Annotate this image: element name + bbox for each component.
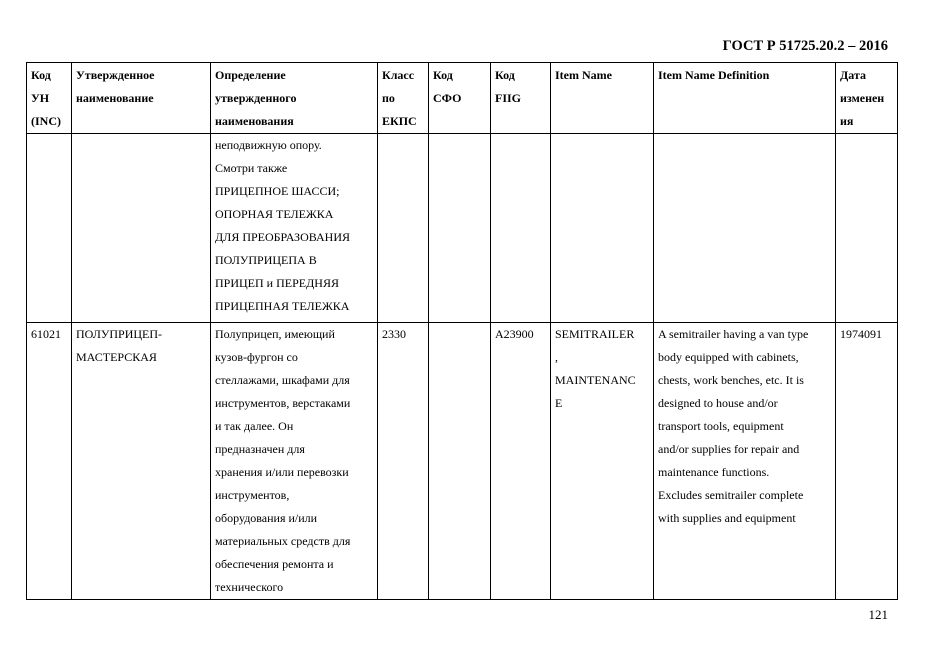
col-header-date: Дата изменен ия (836, 63, 898, 134)
page-number: 121 (868, 607, 888, 622)
cell-fiig: A23900 (491, 323, 551, 600)
col-header-item-definition: Item Name Definition (654, 63, 836, 134)
cell-date (836, 134, 898, 323)
cell-inc (27, 134, 72, 323)
cell-inc: 61021 (27, 323, 72, 600)
cell-approved-name: ПОЛУПРИЦЕП- МАСТЕРСКАЯ (72, 323, 211, 600)
col-header-fiig: Код FIIG (491, 63, 551, 134)
col-header-approved-name: Утвержденное наименование (72, 63, 211, 134)
cell-item-name (551, 134, 654, 323)
cell-sfo (429, 323, 491, 600)
cell-sfo (429, 134, 491, 323)
catalog-table (26, 62, 898, 600)
col-header-sfo: Код СФО (429, 63, 491, 134)
cell-definition: Полуприцеп, имеющий кузов-фургон со стеллажами, шкафами для инструментов, верстаками и так далее. Он предназначен для хранения и/или перевозки инструментов, оборудования и/или материальных средств для обеспечения ремонта и технического (211, 323, 378, 600)
table-header-row (27, 63, 898, 134)
table-row (27, 323, 898, 600)
cell-class (378, 134, 429, 323)
cell-item-name: SEMITRAILER , MAINTENANC E (551, 323, 654, 600)
col-header-class: Класс по ЕКПС (378, 63, 429, 134)
col-header-item-name: Item Name (551, 63, 654, 134)
cell-definition: неподвижную опору. Смотри также ПРИЦЕПНОЕ ШАССИ; ОПОРНАЯ ТЕЛЕЖКА ДЛЯ ПРЕОБРАЗОВАНИЯ ПОЛУПРИЦЕПА В ПРИЦЕП и ПЕРЕДНЯЯ ПРИЦЕПНАЯ ТЕЛЕЖКА (211, 134, 378, 323)
col-header-definition: Определение утвержденного наименования (211, 63, 378, 134)
cell-date: 1974091 (836, 323, 898, 600)
cell-item-definition (654, 134, 836, 323)
document-code: ГОСТ Р 51725.20.2 – 2016 (722, 38, 888, 54)
cell-item-definition: A semitrailer having a van type body equipped with cabinets, chests, work benches, etc. It is designed to house and/or transport tools, equipment and/or supplies for repair and maintenance functions. Excludes semitrailer complete with supplies and equipment (654, 323, 836, 600)
cell-approved-name (72, 134, 211, 323)
table-row (27, 134, 898, 323)
col-header-inc: Код УН (INC) (27, 63, 72, 134)
cell-fiig (491, 134, 551, 323)
cell-class: 2330 (378, 323, 429, 600)
